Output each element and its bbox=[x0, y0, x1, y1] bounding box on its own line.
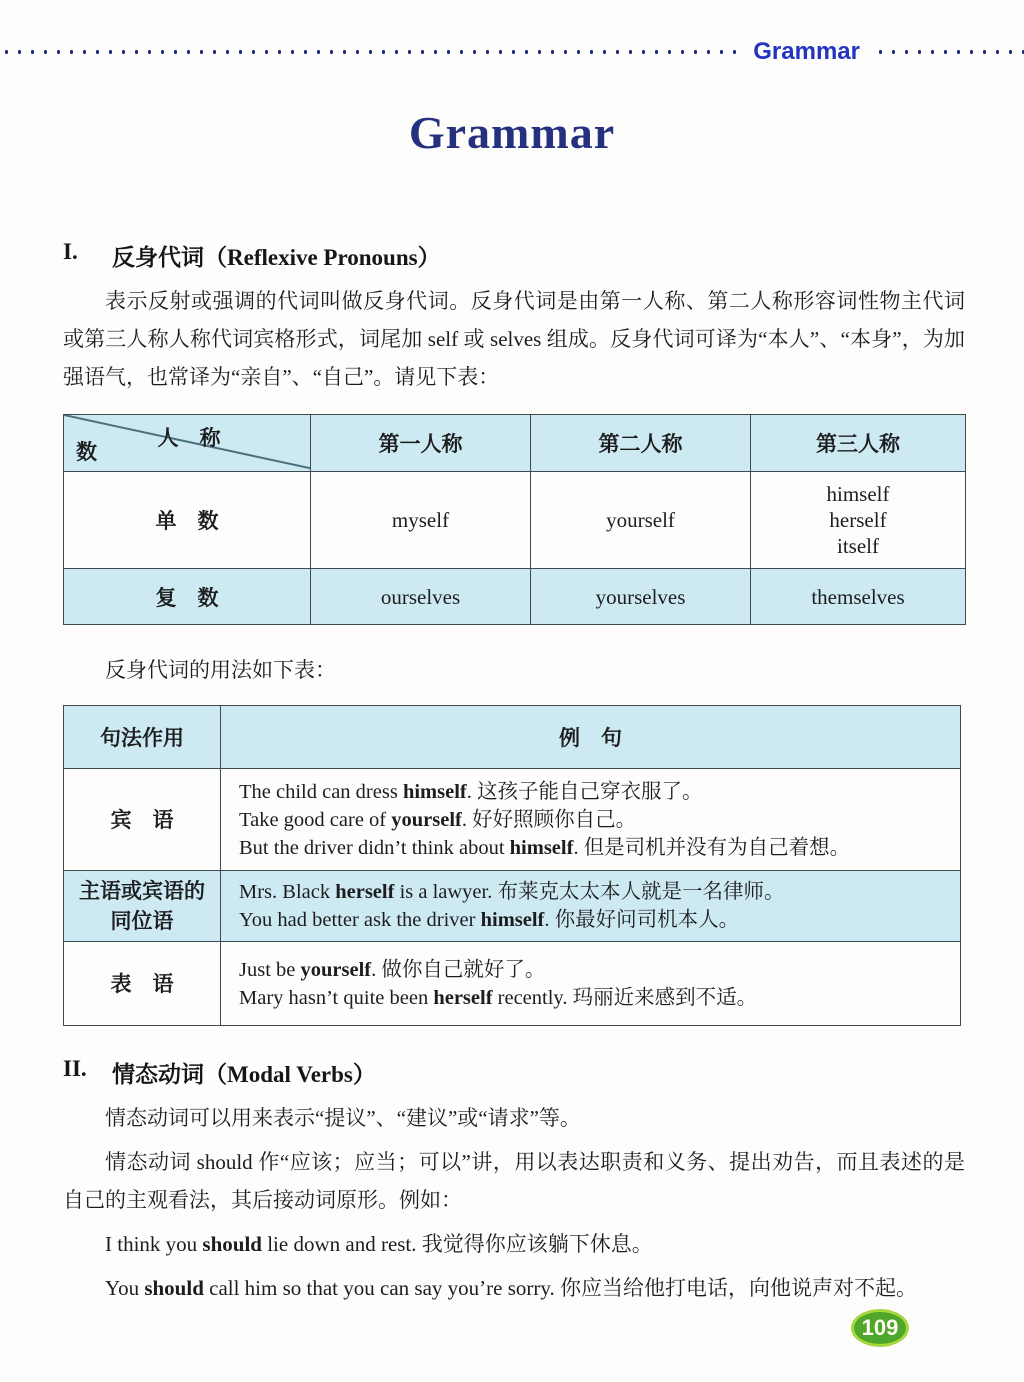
section2-paragraph-2: 情态动词 should 作“应该；应当；可以”讲，用以表达职责和义务、提出劝告，而且表述的是自己的主观看法，其后接动词原形。例如： bbox=[63, 1150, 965, 1212]
usage-label-object bbox=[64, 769, 221, 871]
column-header-second-person: 第二人称 bbox=[531, 415, 751, 472]
cell-first-plural bbox=[311, 569, 531, 625]
usage-row-appositive bbox=[64, 871, 961, 942]
cell-first-singular bbox=[311, 472, 531, 569]
text-line: myself bbox=[391, 508, 450, 532]
usage-label-appositive bbox=[64, 871, 221, 942]
cell-third-plural bbox=[751, 569, 966, 625]
cell-second-singular bbox=[531, 472, 751, 569]
table-row-plural bbox=[64, 569, 966, 625]
usage-label-predicative bbox=[64, 942, 221, 1026]
dotted-rule-left bbox=[0, 48, 739, 56]
row-label-singular: 单 数 bbox=[64, 472, 311, 569]
usage-row-predicative bbox=[64, 942, 961, 1026]
header-rule bbox=[0, 38, 1024, 65]
row-label-plural: 复 数 bbox=[64, 569, 311, 625]
page-number-badge: 109 bbox=[851, 1309, 909, 1347]
example-line: Mary hasn’t quite been herself recently. 玛丽近来感到不适。 bbox=[239, 986, 758, 1009]
example-line: Take good care of yourself. 好好照顾你自己。 bbox=[239, 808, 637, 831]
section2-example-2: You should call him so that you can say you’re sorry. 你应当给他打电话，向他说声对不起。 bbox=[105, 1276, 918, 1300]
usage-note: 反身代词的用法如下表： bbox=[105, 658, 336, 682]
usage-examples-object bbox=[221, 769, 961, 871]
section2-title: 情态动词（Modal Verbs） bbox=[112, 1062, 376, 1087]
corner-header-cell bbox=[64, 415, 311, 472]
text-line: 表 语 bbox=[110, 971, 174, 996]
section2-paragraph-1: 情态动词可以用来表示“提议”、“建议”或“请求”等。 bbox=[105, 1106, 581, 1130]
example-line: But the driver didn’t think about himself. 但是司机并没有为自己着想。 bbox=[239, 836, 851, 859]
text-line: themselves bbox=[811, 584, 905, 609]
section2-example-1: I think you should lie down and rest. 我觉得你应该躺下休息。 bbox=[105, 1232, 653, 1256]
text-line: 宾 语 bbox=[110, 807, 174, 832]
text-line: ourselves bbox=[380, 584, 461, 609]
cell-second-plural bbox=[531, 569, 751, 625]
dotted-rule-right bbox=[874, 48, 1024, 56]
section1-number: I. bbox=[63, 239, 78, 264]
text-line: 主语或宾语的 bbox=[79, 879, 205, 903]
column-header-first-person: 第一人称 bbox=[311, 415, 531, 472]
example-line: The child can dress himself. 这孩子能自己穿衣服了。 bbox=[239, 780, 703, 803]
corner-label-number: 数 bbox=[76, 440, 97, 464]
section1-intro-paragraph: 表示反射或强调的代词叫做反身代词。反身代词是由第一人称、第二人称形容词性物主代词或第三人称人称代词宾格形式，词尾加 self 或 selves 组成。反身代词可译为“本人”、“本身”，为加强语气，也常译为“亲自”、“自己”。请见下表： bbox=[63, 289, 965, 389]
text-line: herself bbox=[829, 508, 887, 532]
usage-examples-appositive bbox=[221, 871, 961, 942]
section1-heading bbox=[63, 239, 965, 272]
corner-label-person: 人 称 bbox=[157, 426, 221, 450]
page-title: Grammar bbox=[408, 107, 616, 158]
example-line: You had better ask the driver himself. 你最好问司机本人。 bbox=[239, 909, 740, 931]
text-line: 同位语 bbox=[110, 909, 174, 933]
text-line: himself bbox=[826, 482, 890, 506]
section2-number: II. bbox=[63, 1056, 87, 1081]
usage-table bbox=[63, 705, 961, 1026]
example-line: Mrs. Black herself is a lawyer. 布莱克太太本人就是一名律师。 bbox=[239, 881, 785, 903]
example-line: Just be yourself. 做你自己就好了。 bbox=[239, 958, 546, 981]
text-line: yourselves bbox=[595, 584, 686, 609]
usage-header-function: 句法作用 bbox=[64, 706, 221, 769]
table-row-singular bbox=[64, 472, 966, 569]
column-header-third-person: 第三人称 bbox=[751, 415, 966, 472]
text-line: yourself bbox=[606, 508, 675, 532]
section1-title: 反身代词（Reflexive Pronouns） bbox=[112, 245, 441, 270]
text-line: itself bbox=[837, 534, 879, 558]
usage-header-examples: 例 句 bbox=[221, 706, 961, 769]
cell-third-singular bbox=[751, 472, 966, 569]
usage-examples-predicative bbox=[221, 942, 961, 1026]
reflexive-pronoun-table bbox=[63, 414, 966, 625]
header-rule-label: Grammar bbox=[753, 38, 860, 65]
usage-row-object bbox=[64, 769, 961, 871]
section2-heading bbox=[63, 1056, 965, 1089]
page-content bbox=[0, 239, 1024, 1307]
